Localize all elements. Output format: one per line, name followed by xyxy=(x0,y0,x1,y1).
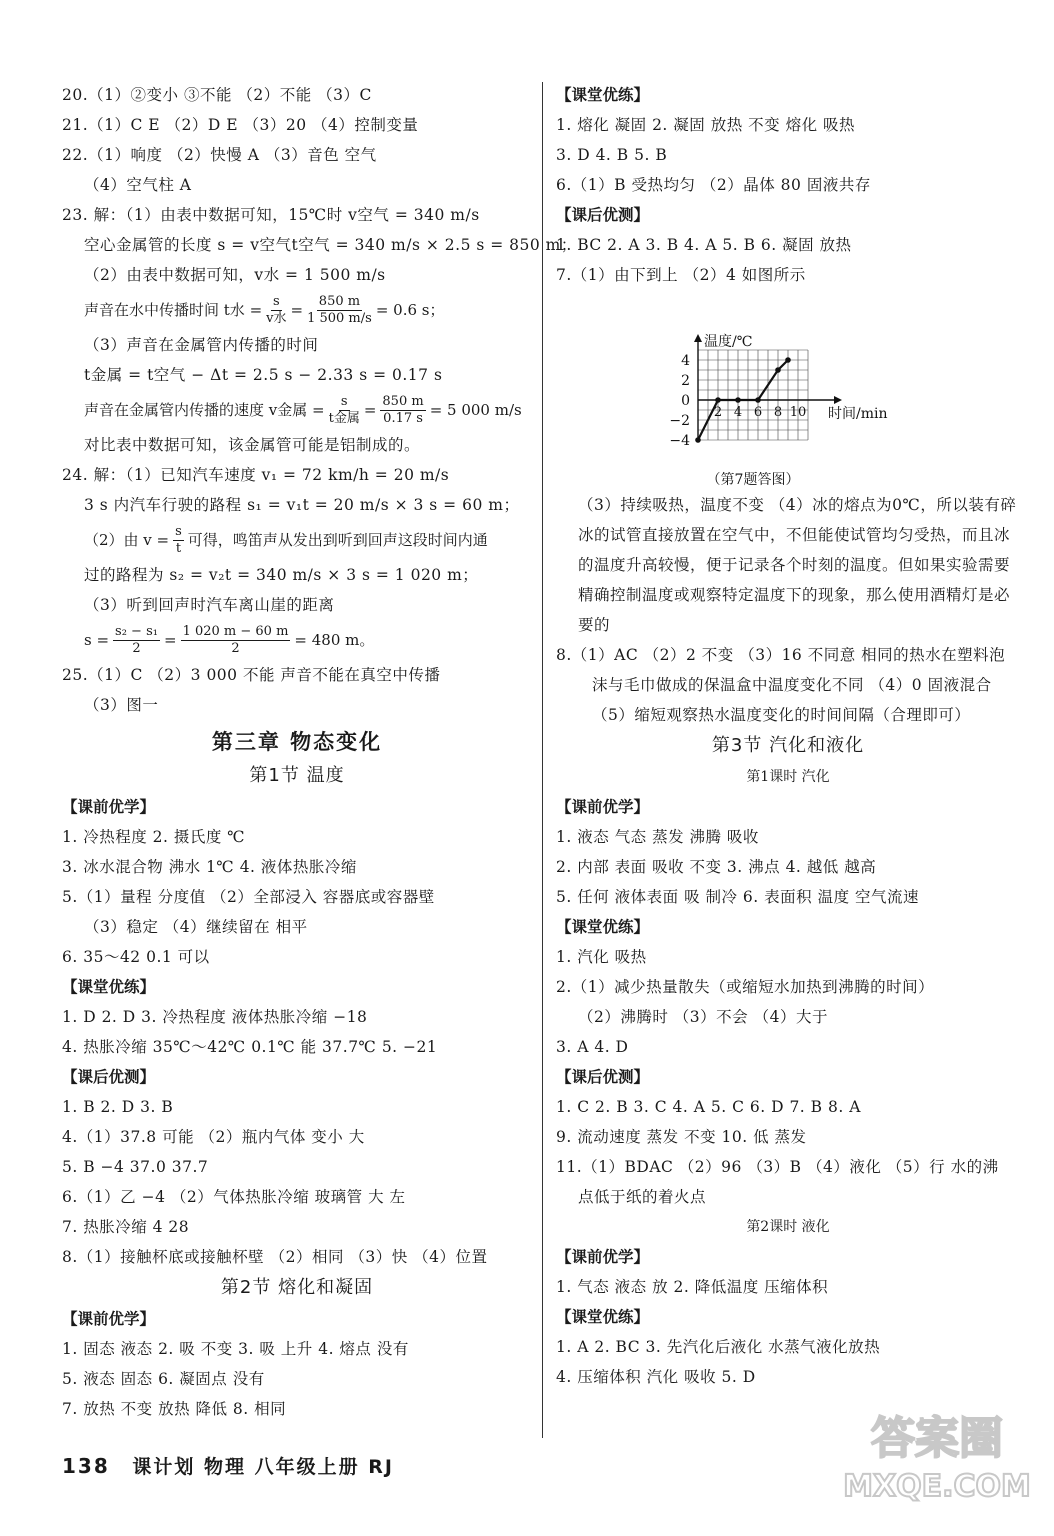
q23-speed-formula xyxy=(62,390,532,430)
fraction-numerator: s₂ − s₁ xyxy=(115,623,158,639)
fraction-denominator: 2 xyxy=(132,640,141,656)
fraction xyxy=(181,624,291,657)
fraction-numerator: 850 m xyxy=(318,293,361,309)
answer-line: 1. 固态 液态 2. 吸 不变 3. 吸 上升 4. 熔点 没有 xyxy=(62,1340,409,1358)
answer-line: 1. 汽化 吸热 xyxy=(556,948,647,966)
answer-line: 21.（1）C E （2）D E （3）20 （4）控制变量 xyxy=(62,116,419,134)
y-axis-label: 温度/℃ xyxy=(704,334,753,350)
y-tick-label: −2 xyxy=(669,413,690,429)
answer-line: 1. B 2. D 3. B xyxy=(62,1098,174,1116)
answer-line: （2）由表中数据可知，v水 = 1 500 m/s xyxy=(84,266,386,284)
answer-line: 11.（1）BDAC （2）96 （3）B （4）液化 （5）行 水的沸 xyxy=(556,1158,999,1176)
q20-q23-lines xyxy=(62,80,577,290)
x-axis-label: 时间/min xyxy=(828,406,888,422)
formula-result: = 5 000 m/s xyxy=(429,401,522,419)
x-tick-label: 6 xyxy=(753,405,763,420)
answer-line: 7. 热胀冷缩 4 28 xyxy=(62,1218,190,1236)
answer-line: 5. B −4 37.0 37.7 xyxy=(62,1158,209,1176)
page-footer xyxy=(62,1452,394,1479)
data-point xyxy=(695,437,701,443)
section-title: 第3节 汽化和液化 xyxy=(711,735,865,756)
subsection-heading: 【课堂优练】 xyxy=(556,86,650,104)
fraction-numerator: s xyxy=(340,393,348,409)
answer-line: 5. 任何 液体表面 吸 制冷 6. 表面积 温度 空气流速 xyxy=(556,888,919,906)
lesson-title: 第2课时 液化 xyxy=(746,1219,830,1235)
x-axis-arrow xyxy=(834,396,842,404)
answer-line: （2）沸腾时 （3）不会 （4）大于 xyxy=(578,1008,828,1026)
answer-line: 23. 解：（1）由表中数据可知，15℃时 v空气 = 340 m/s xyxy=(62,206,480,224)
answer-line: 5.（1）量程 分度值 （2）全部浸入 容器底或容器壁 xyxy=(62,888,435,906)
answer-line: 6.（1）B 受热均匀 （2）晶体 80 固液共存 xyxy=(556,176,871,194)
answer-line: 6.（1）乙 −4 （2）气体热胀冷缩 玻璃管 大 左 xyxy=(62,1188,406,1206)
subsection-heading: 【课前优学】 xyxy=(556,798,650,816)
fraction-denominator: 0.17 s xyxy=(383,410,423,426)
fraction xyxy=(307,294,372,327)
formula-prefix: s = xyxy=(84,631,110,649)
answer-line: 空心金属管的长度 s = v空气t空气 = 340 m/s × 2.5 s = 850 m； xyxy=(84,236,577,254)
answer-line: 1. 液态 气态 蒸发 沸腾 吸收 xyxy=(556,828,759,846)
x-tick-label: 2 xyxy=(713,405,723,420)
fraction-numerator: 1 020 m − 60 m xyxy=(182,623,289,639)
fraction-denominator: 2 xyxy=(231,640,240,656)
chart-svg xyxy=(556,290,1020,490)
subsection-heading: 【课前优学】 xyxy=(62,1310,156,1328)
data-point xyxy=(785,357,791,363)
fraction-numerator: s xyxy=(272,293,280,309)
formula-suffix: 可得，鸣笛声从发出到听到回声这段时间内通 xyxy=(187,531,488,549)
q24-velocity-formula xyxy=(62,520,532,560)
chapter-title: 第三章 物态变化 xyxy=(211,730,383,754)
answer-line: （3）稳定 （4）继续留在 相平 xyxy=(84,918,308,936)
x-tick-label: 8 xyxy=(773,405,783,420)
fraction xyxy=(329,394,360,427)
answer-line: 1. 冷热程度 2. 摄氏度 ℃ xyxy=(62,828,246,846)
fraction xyxy=(173,524,184,557)
watermark-top: 答案圈 xyxy=(871,1413,1003,1464)
fraction-denominator: t金属 xyxy=(328,410,360,426)
data-point xyxy=(715,397,721,403)
answer-line: t金属 = t空气 − Δt = 2.5 s − 2.33 s = 0.17 s xyxy=(84,366,443,384)
answer-line: 1. C 2. B 3. C 4. A 5. C 6. D 7. B 8. A xyxy=(556,1098,861,1116)
fraction-denominator: 1 500 m/s xyxy=(307,310,372,326)
answer-line: 过的路程为 s₂ = v₂t = 340 m/s × 3 s = 1 020 m； xyxy=(84,566,479,584)
formula-prefix: （2）由 v = xyxy=(84,531,170,549)
section-title: 第1节 温度 xyxy=(249,765,345,786)
answer-line: 5. 液态 固态 6. 凝固点 没有 xyxy=(62,1370,265,1388)
formula-result: = 0.6 s； xyxy=(375,301,445,319)
chart-caption: （第7题答图） xyxy=(706,472,800,488)
answer-line: 25.（1）C （2）3 000 不能 声音不能在真空中传播 xyxy=(62,666,441,684)
fraction xyxy=(380,394,425,427)
answer-line: 20.（1）②变小 ③不能 （2）不能 （3）C xyxy=(62,86,372,104)
answer-line: 对比表中数据可知，该金属管可能是铝制成的。 xyxy=(84,436,421,454)
x-tick-label: 10 xyxy=(789,405,807,420)
footer-text: 课计划 物理 八年级上册 RJ xyxy=(132,1456,394,1478)
q23-water-formula xyxy=(62,290,532,330)
equals-sign: = xyxy=(290,301,304,319)
answer-line: （3）声音在金属管内传播的时间 xyxy=(84,336,319,354)
watermark-bottom: MXQE.COM xyxy=(843,1469,1031,1504)
subsection-heading: 【课堂优练】 xyxy=(556,918,650,936)
answer-line: 4. 热胀冷缩 35℃～42℃ 0.1℃ 能 37.7℃ 5. −21 xyxy=(62,1038,438,1056)
y-tick-label: −4 xyxy=(669,433,690,449)
fraction-denominator: v水 xyxy=(266,310,287,326)
answer-line: 7. 放热 不变 放热 降低 8. 相同 xyxy=(62,1400,287,1418)
formula-prefix: 声音在水中传播时间 t水 = xyxy=(84,301,263,319)
left-column xyxy=(62,80,577,1424)
y-tick-label: 2 xyxy=(681,373,690,389)
equals-sign: = xyxy=(363,401,377,419)
answer-line: 6. 35～42 0.1 可以 xyxy=(62,948,210,966)
answer-line: 3. 冰水混合物 沸水 1℃ 4. 液体热胀冷缩 xyxy=(62,858,357,876)
subsection-heading: 【课后优测】 xyxy=(62,1068,156,1086)
fraction-numerator: 850 m xyxy=(382,393,424,409)
formula-result: = 480 m。 xyxy=(294,631,375,649)
section-title: 第2节 熔化和凝固 xyxy=(220,1277,374,1298)
q24-distance-formula xyxy=(62,620,532,660)
subsection-heading: 【课前优学】 xyxy=(62,798,156,816)
answer-line: 1. 气态 液态 放 2. 降低温度 压缩体积 xyxy=(556,1278,829,1296)
page-number: 138 xyxy=(62,1454,110,1478)
fraction-numerator: s xyxy=(175,523,182,539)
data-point xyxy=(775,367,781,373)
subsection-heading: 【课前优学】 xyxy=(556,1248,650,1266)
answer-line: 4. 压缩体积 汽化 吸收 5. D xyxy=(556,1368,756,1386)
fraction-denominator: t xyxy=(175,540,182,556)
answer-line: 24. 解：（1）已知汽车速度 v₁ = 72 km/h = 20 m/s xyxy=(62,466,450,484)
answer-line: 7.（1）由下到上 （2）4 如图所示 xyxy=(556,266,806,284)
right-column xyxy=(556,80,1020,1392)
answer-line: 3. A 4. D xyxy=(556,1038,629,1056)
lesson-title: 第1课时 汽化 xyxy=(746,769,830,785)
answer-line: 1. BC 2. A 3. B 4. A 5. B 6. 凝固 放热 xyxy=(556,236,852,254)
answer-line: 9. 流动速度 蒸发 不变 10. 低 蒸发 xyxy=(556,1128,807,1146)
data-point xyxy=(735,397,741,403)
answer-line: 8.（1）接触杯底或接触杯壁 （2）相同 （3）快 （4）位置 xyxy=(62,1248,488,1266)
answer-line: （3）听到回声时汽车离山崖的距离 xyxy=(84,596,335,614)
subsection-heading: 【课堂优练】 xyxy=(556,1308,650,1326)
q8-answer: 8.（1）AC （2）2 不变 （3）16 不同意 相同的热水在塑料泡沫与毛巾做成的保温盒中温度变化不同 （4）0 固液混合 （5）缩短观察热水温度变化的时间间隔（合理即可） xyxy=(556,646,1006,724)
answer-line: （3）图一 xyxy=(84,696,159,714)
answer-line: （4）空气柱 A xyxy=(84,176,192,194)
temperature-time-chart xyxy=(556,290,1020,490)
answer-line: 4.（1）37.8 可能 （2）瓶内气体 变小 大 xyxy=(62,1128,365,1146)
answer-line: 3 s 内汽车行驶的路程 s₁ = v₁t = 20 m/s × 3 s = 60 m； xyxy=(84,496,520,514)
x-tick-label: 4 xyxy=(733,405,743,420)
column-divider xyxy=(542,82,543,1438)
subsection-heading: 【课堂优练】 xyxy=(62,978,156,996)
y-tick-label: 4 xyxy=(681,353,690,369)
data-point xyxy=(755,397,761,403)
subsection-heading: 【课后优测】 xyxy=(556,206,650,224)
answer-line: 1. A 2. BC 3. 先汽化后液化 水蒸气液化放热 xyxy=(556,1338,881,1356)
equals-sign: = xyxy=(163,631,177,649)
fraction xyxy=(113,624,160,657)
answer-line: 1. D 2. D 3. 冷热程度 液体热胀冷缩 −18 xyxy=(62,1008,368,1026)
y-axis-arrow xyxy=(694,334,702,342)
y-tick-label: 0 xyxy=(681,393,690,409)
formula-prefix: 声音在金属管内传播的速度 v金属 = xyxy=(84,401,325,419)
fraction xyxy=(266,294,286,327)
subsection-heading: 【课后优测】 xyxy=(556,1068,650,1086)
answer-line: 2.（1）减少热量散失（或缩短水加热到沸腾的时间） xyxy=(556,978,935,996)
answer-line: 3. D 4. B 5. B xyxy=(556,146,668,164)
watermark-logo xyxy=(842,1398,1032,1508)
q7-explanation: （3）持续吸热，温度不变 （4）冰的熔点为0℃，所以装有碎冰的试管直接放置在空气中，不但能使试管均匀受热，而且冰的温度升高较慢，便于记录各个时刻的温度。但如果实验需要精确控制温度或观察特定温度下的现象，那么使用酒精灯是必要的 xyxy=(578,496,1017,634)
answer-line: 点低于纸的着火点 xyxy=(578,1188,707,1206)
answer-line: 1. 熔化 凝固 2. 凝固 放热 不变 熔化 吸热 xyxy=(556,116,855,134)
answer-line: 2. 内部 表面 吸收 不变 3. 沸点 4. 越低 越高 xyxy=(556,858,877,876)
answer-line: 22.（1）响度 （2）快慢 A （3）音色 空气 xyxy=(62,146,377,164)
